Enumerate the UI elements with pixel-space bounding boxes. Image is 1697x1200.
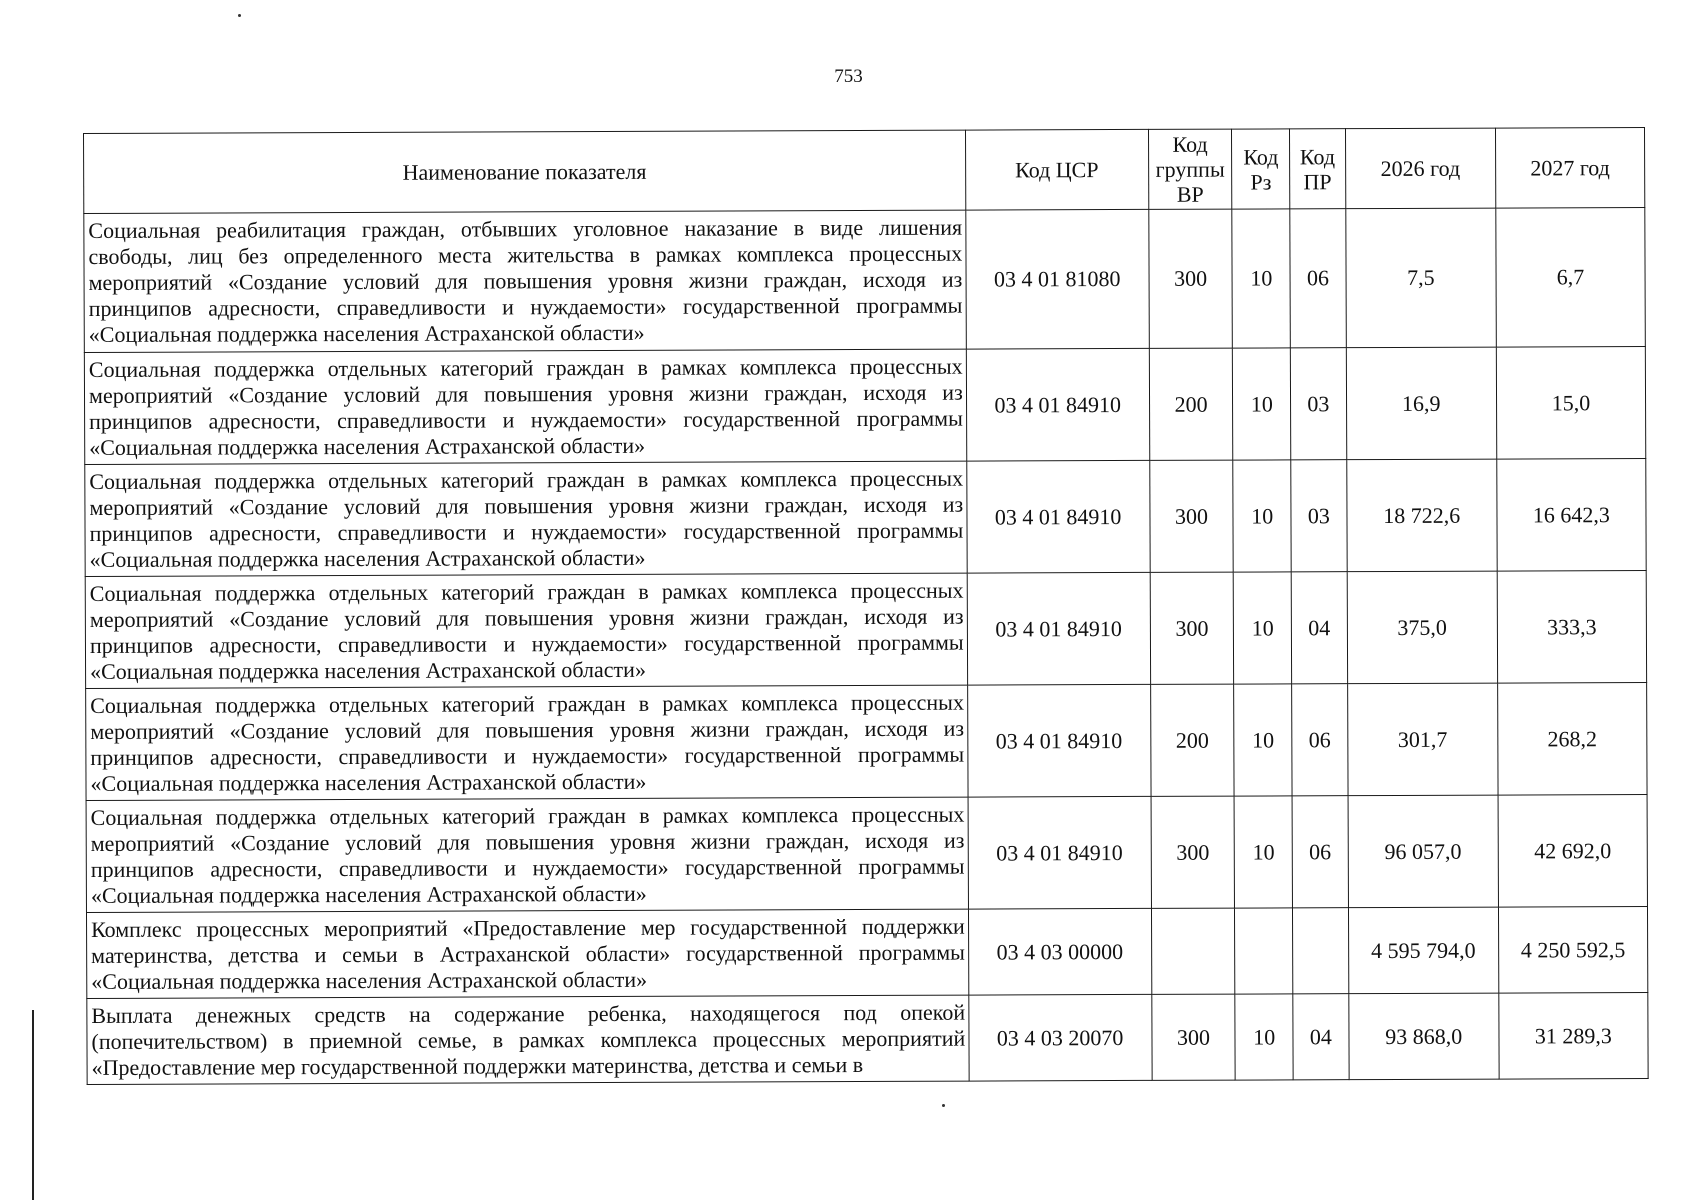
row-2027: 31 289,3 — [1499, 992, 1648, 1079]
row-vr: 300 — [1151, 994, 1235, 1080]
table-row — [87, 992, 1648, 1084]
header-name: Наименование показателя — [84, 130, 966, 213]
scan-speck — [238, 14, 241, 17]
row-2027: 6,7 — [1496, 208, 1646, 348]
row-vr: 300 — [1150, 572, 1234, 684]
budget-table — [83, 127, 1649, 1085]
row-rz: 10 — [1234, 572, 1292, 684]
table-row — [85, 571, 1646, 689]
row-rz: 10 — [1234, 684, 1292, 796]
row-vr: 300 — [1148, 209, 1232, 348]
row-name: Социальная поддержка отдельных категорий граждан в рамках комплекса процессных мероприятий «Создание условий для повышения уровня жизни граждан, исходя из принципов адресности, справедливости и нуждаемости» государственной программы «Социальная поддержка населения Астраханской области» — [85, 573, 967, 688]
table-row — [86, 794, 1647, 912]
budget-table-sheet — [83, 127, 1649, 1085]
row-2026: 4 595 794,0 — [1348, 907, 1499, 994]
row-vr: 300 — [1151, 796, 1235, 908]
header-vr: Код группы ВР — [1148, 129, 1232, 209]
table-row — [86, 906, 1647, 998]
scan-edge-line — [32, 1010, 34, 1200]
table-row — [86, 683, 1647, 801]
row-2027: 268,2 — [1497, 683, 1647, 796]
row-name: Социальная поддержка отдельных категорий граждан в рамках комплекса процессных мероприятий «Создание условий для повышения уровня жизни граждан, исходя из принципов адресности, справедливости и нуждаемости» государственной программы «Социальная поддержка населения Астраханской области» — [84, 349, 966, 464]
row-vr: 200 — [1150, 684, 1234, 796]
row-pr: 06 — [1292, 796, 1348, 908]
row-2027: 16 642,3 — [1497, 459, 1647, 572]
row-pr — [1293, 908, 1349, 994]
header-pr: Код ПР — [1290, 129, 1346, 209]
row-rz: 10 — [1233, 460, 1291, 572]
row-vr — [1151, 908, 1235, 994]
row-pr: 04 — [1293, 994, 1349, 1080]
header-2026: 2026 год — [1345, 128, 1496, 209]
row-rz: 10 — [1235, 994, 1293, 1080]
row-csr: 03 4 01 84910 — [968, 796, 1151, 909]
row-pr: 06 — [1290, 209, 1346, 348]
row-pr: 03 — [1291, 460, 1347, 572]
row-rz: 10 — [1232, 209, 1290, 348]
table-row — [84, 347, 1645, 465]
header-rz: Код Рз — [1232, 129, 1290, 209]
row-2026: 93 868,0 — [1348, 993, 1499, 1080]
page-number: 753 — [834, 66, 863, 87]
row-name: Социальная поддержка отдельных категорий граждан в рамках комплекса процессных мероприятий «Создание условий для повышения уровня жизни граждан, исходя из принципов адресности, справедливости и нуждаемости» государственной программы «Социальная поддержка населения Астраханской области» — [86, 797, 968, 912]
row-2027: 15,0 — [1496, 347, 1646, 460]
row-2026: 375,0 — [1347, 571, 1498, 684]
row-2026: 16,9 — [1346, 347, 1497, 460]
row-rz: 10 — [1233, 348, 1291, 460]
row-pr: 04 — [1291, 572, 1347, 684]
row-2026: 7,5 — [1345, 208, 1496, 348]
row-pr: 06 — [1292, 684, 1348, 796]
row-csr: 03 4 01 84910 — [967, 572, 1150, 685]
row-name: Выплата денежных средств на содержание ребенка, находящегося под опекой (попечительством) в приемной семье, в рамках комплекса процессных мероприятий «Предоставление мер государственной поддержки материнства, детства и семьи в — [87, 995, 969, 1084]
row-csr: 03 4 01 81080 — [966, 209, 1149, 349]
header-row — [84, 128, 1645, 214]
row-2027: 4 250 592,5 — [1498, 906, 1647, 993]
row-csr: 03 4 01 84910 — [967, 684, 1150, 797]
row-name: Социальная поддержка отдельных категорий граждан в рамках комплекса процессных мероприятий «Создание условий для повышения уровня жизни граждан, исходя из принципов адресности, справедливости и нуждаемости» государственной программы «Социальная поддержка населения Астраханской области» — [86, 685, 968, 800]
table-row — [84, 208, 1646, 353]
scan-speck — [942, 1104, 945, 1107]
header-2027: 2027 год — [1495, 128, 1644, 209]
row-2027: 333,3 — [1497, 571, 1647, 684]
row-csr: 03 4 03 00000 — [968, 908, 1151, 995]
row-csr: 03 4 01 84910 — [967, 460, 1150, 573]
header-csr: Код ЦСР — [965, 129, 1148, 210]
row-vr: 200 — [1149, 348, 1233, 460]
row-2027: 42 692,0 — [1498, 794, 1648, 907]
table-row — [85, 459, 1646, 577]
row-name: Социальная реабилитация граждан, отбывших уголовное наказание в виде лишения свободы, лиц без определенного места жительства в рамках комплекса процессных мероприятий «Создание условий для повышения уровня жизни граждан, исходя из принципов адресности, справедливости и нуждаемости» государственной программы «Социальная поддержка населения Астраханской области» — [84, 210, 966, 352]
row-vr: 300 — [1149, 460, 1233, 572]
row-pr: 03 — [1290, 348, 1346, 460]
row-csr: 03 4 03 20070 — [969, 994, 1152, 1081]
row-name: Социальная поддержка отдельных категорий граждан в рамках комплекса процессных мероприятий «Создание условий для повышения уровня жизни граждан, исходя из принципов адресности, справедливости и нуждаемости» государственной программы «Социальная поддержка населения Астраханской области» — [85, 461, 967, 576]
row-name: Комплекс процессных мероприятий «Предоставление мер государственной поддержки материнства, детства и семьи в Астраханской области» государственной программы «Социальная поддержка населения Астраханской области» — [86, 909, 968, 998]
row-2026: 96 057,0 — [1348, 795, 1499, 908]
row-rz — [1235, 908, 1293, 994]
row-2026: 301,7 — [1347, 683, 1498, 796]
row-2026: 18 722,6 — [1346, 459, 1497, 572]
row-csr: 03 4 01 84910 — [966, 348, 1149, 461]
row-rz: 10 — [1234, 796, 1292, 908]
